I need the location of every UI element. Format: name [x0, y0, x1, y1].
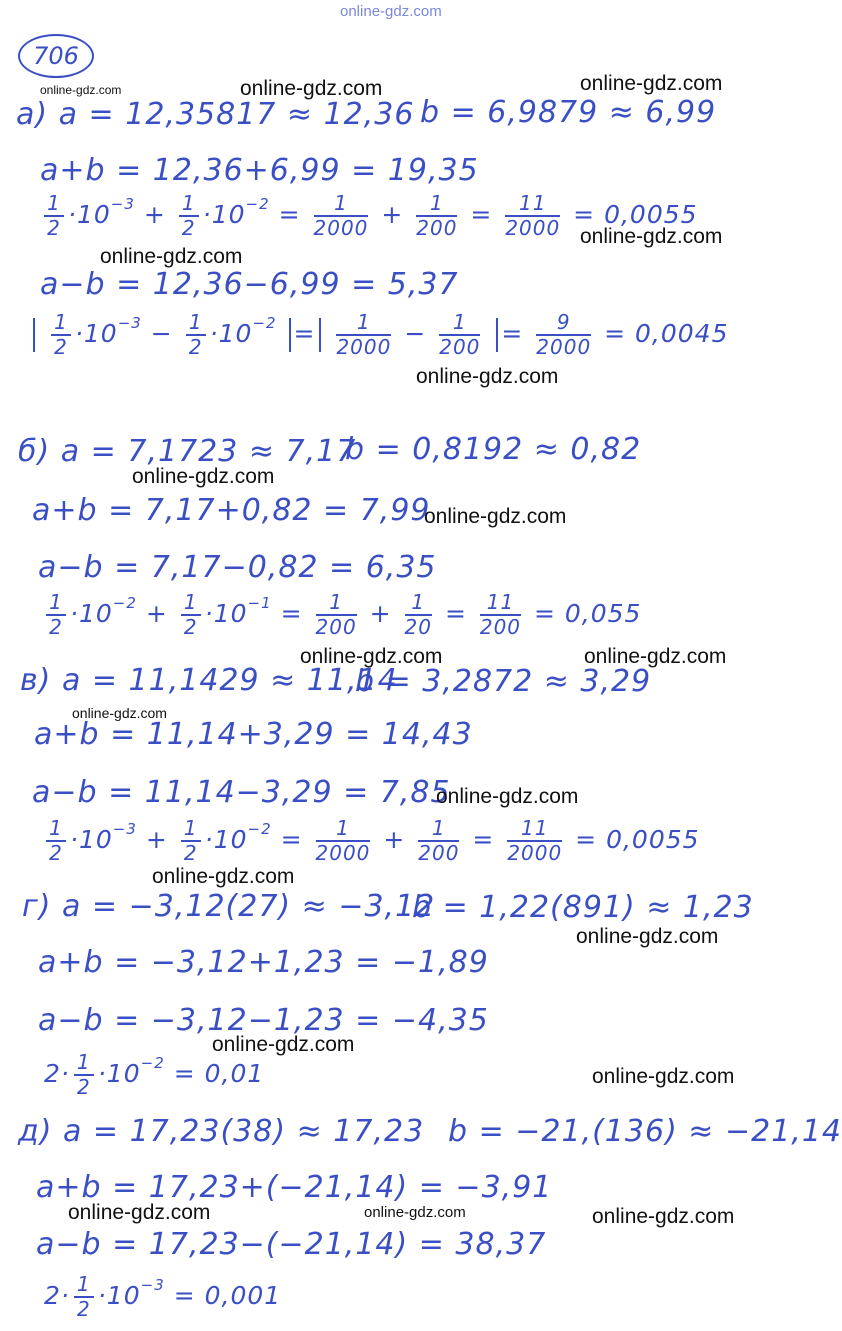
watermark: online-gdz.com: [576, 925, 719, 948]
watermark-top: online-gdz.com: [340, 3, 442, 20]
fraction: $\frac{11}{2000}$: [507, 816, 563, 865]
part-a-sum-error: $\frac{1}{2}$ $\cdot 10^{-3}$ + $\frac{1}{2}$ $\cdot 10^{-2}$ = $\frac{1}{2000}$ + $\frac{1}{200}$ = $\frac{11}{2000}$ = 0,0055: [40, 193, 698, 239]
watermark: online-gdz.com: [424, 505, 567, 528]
part-a-label: а): [16, 97, 49, 132]
part-a-b-line: b = 6,9879 ≈ 6,99: [420, 95, 717, 130]
part-g-a-value: a = −3,12(27) ≈ −3,12: [62, 889, 436, 924]
watermark: online-gdz.com: [40, 83, 122, 97]
part-v-b-line: b = 3,2872 ≈ 3,29: [355, 664, 652, 699]
part-v-a-value: a = 11,1429 ≈ 11,14: [61, 663, 398, 698]
watermark: online-gdz.com: [100, 245, 243, 268]
part-a-a-line: [16, 97, 415, 132]
fraction: $\frac{1}{200}$: [315, 590, 357, 639]
fraction: $\frac{11}{200}$: [479, 590, 522, 639]
watermark: online-gdz.com: [132, 465, 275, 488]
part-g-error: 2· $\frac{1}{2}$ $\cdot 10^{-2} = 0,01$: [44, 1050, 265, 1099]
watermark: online-gdz.com: [300, 645, 443, 668]
fraction: $\frac{1}{2000}$: [313, 191, 369, 240]
part-d-a-line: [18, 1114, 425, 1149]
part-d-label: д): [18, 1114, 53, 1149]
watermark: online-gdz.com: [212, 1033, 355, 1056]
fraction: $\frac{1}{200}$: [418, 816, 460, 865]
fraction: $\frac{1}{200}$: [416, 191, 458, 240]
fraction: $\frac{1}{200}$: [439, 310, 481, 359]
part-d-error: 2· $\frac{1}{2}$ $\cdot 10^{-3} = 0,001$: [44, 1272, 282, 1321]
fraction: $\frac{1}{2}$: [46, 818, 66, 864]
fraction: $\frac{11}{2000}$: [505, 191, 561, 240]
part-a-diff-error: $\frac{1}{2}$ $\cdot 10^{-3}$ − $\frac{1}{2}$ $\cdot 10^{-2}$ = $\frac{1}{2000}$ − $\frac{1}{200}$ = $\frac{9}{2000}$ = 0,0045: [30, 312, 729, 358]
fraction: $\frac{1}{2}$: [181, 818, 201, 864]
fraction: $\frac{1}{2000}$: [315, 816, 371, 865]
fraction: $\frac{1}{2000}$: [336, 310, 392, 359]
watermark: online-gdz.com: [592, 1205, 735, 1228]
fraction: $\frac{1}{2}$: [44, 193, 64, 239]
part-b-sum-line: a+b = 7,17+0,82 = 7,99: [32, 493, 431, 528]
watermark: online-gdz.com: [592, 1065, 735, 1088]
part-a-diff-line: a−b = 12,36−6,99 = 5,37: [40, 267, 459, 302]
watermark: online-gdz.com: [580, 72, 723, 95]
part-d-a-value: a = 17,23(38) ≈ 17,23: [63, 1114, 425, 1149]
fraction: $\frac{1}{2}$: [51, 312, 71, 358]
part-d-sum-line: a+b = 17,23+(−21,14) = −3,91: [36, 1170, 553, 1205]
part-g-b-line: b = 1,22(891) ≈ 1,23: [412, 890, 754, 925]
part-a-a-value: a = 12,35817 ≈ 12,36: [58, 97, 415, 132]
part-g-diff-line: a−b = −3,12−1,23 = −4,35: [38, 1003, 489, 1038]
fraction: $\frac{1}{20}$: [404, 590, 432, 639]
watermark: online-gdz.com: [436, 785, 579, 808]
part-v-sum-line: a+b = 11,14+3,29 = 14,43: [34, 717, 473, 752]
part-g-label: г): [22, 889, 52, 924]
problem-number: 706: [18, 34, 94, 78]
part-b-diff-line: a−b = 7,17−0,82 = 6,35: [38, 550, 437, 585]
part-a-sum-line: a+b = 12,36+6,99 = 19,35: [40, 153, 479, 188]
fraction: $\frac{1}{2}$: [74, 1052, 94, 1098]
fraction: $\frac{9}{2000}$: [536, 310, 592, 359]
part-v-error: $\frac{1}{2}$ $\cdot 10^{-3}$ + $\frac{1}{2}$ $\cdot 10^{-2}$ = $\frac{1}{2000}$ + $\frac{1}{200}$ = $\frac{11}{2000}$ = 0,0055: [42, 818, 700, 864]
watermark: online-gdz.com: [584, 645, 727, 668]
watermark: online-gdz.com: [72, 705, 167, 721]
part-v-label: в): [20, 663, 52, 698]
part-v-a-line: [20, 663, 398, 698]
part-b-error: $\frac{1}{2}$ $\cdot 10^{-2}$ + $\frac{1}{2}$ $\cdot 10^{-1}$ = $\frac{1}{200}$ + $\frac{1}{20}$ = $\frac{11}{200}$ = 0,055: [42, 592, 641, 638]
part-v-diff-line: a−b = 11,14−3,29 = 7,85: [32, 775, 451, 810]
part-b-a-line: [18, 434, 357, 469]
fraction: $\frac{1}{2}$: [179, 193, 199, 239]
watermark: online-gdz.com: [240, 77, 383, 100]
part-b-b-line: b = 0,8192 ≈ 0,82: [345, 432, 642, 467]
fraction: $\frac{1}{2}$: [186, 312, 206, 358]
part-d-b-line: b = −21,(136) ≈ −21,14: [448, 1114, 842, 1149]
watermark: online-gdz.com: [416, 365, 559, 388]
watermark: online-gdz.com: [152, 865, 295, 888]
fraction: $\frac{1}{2}$: [46, 592, 66, 638]
part-b-label: б): [18, 434, 51, 469]
fraction: $\frac{1}{2}$: [181, 592, 201, 638]
watermark: online-gdz.com: [580, 225, 723, 248]
part-g-a-line: [22, 889, 436, 924]
part-b-a-value: a = 7,1723 ≈ 7,17: [60, 434, 357, 469]
part-g-sum-line: a+b = −3,12+1,23 = −1,89: [38, 945, 489, 980]
watermark: online-gdz.com: [364, 1204, 466, 1221]
fraction: $\frac{1}{2}$: [74, 1274, 94, 1320]
watermark: online-gdz.com: [68, 1201, 211, 1224]
part-d-diff-line: a−b = 17,23−(−21,14) = 38,37: [36, 1227, 547, 1262]
